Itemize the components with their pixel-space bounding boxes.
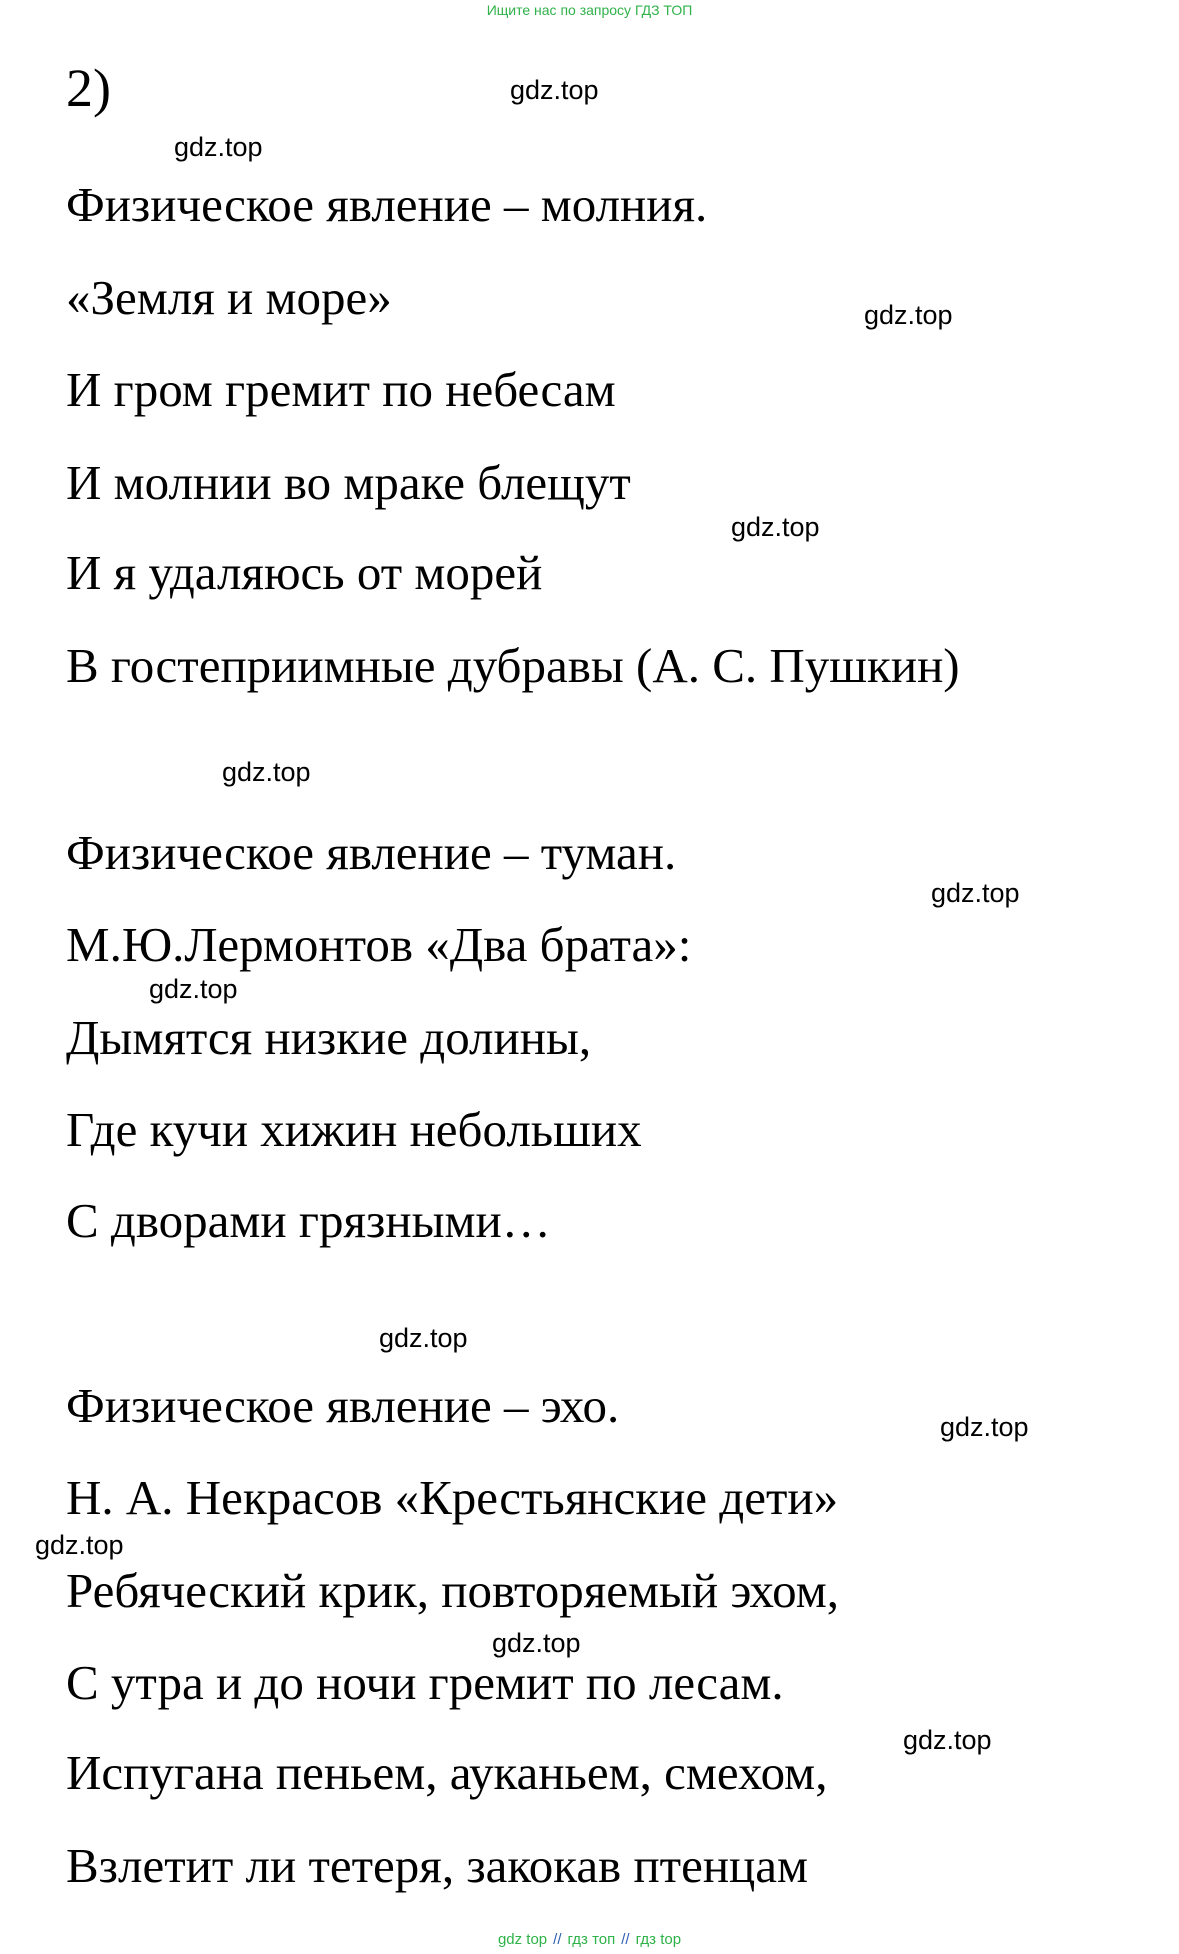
watermark: gdz.top — [35, 1530, 124, 1560]
poem-2-line-2: Где кучи хижин небольших — [66, 1102, 642, 1157]
watermark: gdz.top — [931, 878, 1020, 908]
poem-1-title: «Земля и море» — [66, 270, 392, 325]
section-2-heading: Физическое явление – туман. — [66, 825, 677, 880]
top-banner: Ищите нас по запросу ГДЗ ТОП — [486, 2, 693, 18]
poem-2-title: М.Ю.Лермонтов «Два брата»: — [66, 917, 692, 972]
section-3-heading: Физическое явление – эхо. — [66, 1378, 620, 1433]
footer-separator: // — [621, 1931, 630, 1948]
poem-1-line-3: И я удаляюсь от морей — [66, 545, 543, 600]
watermark: gdz.top — [492, 1628, 581, 1658]
watermark: gdz.top — [903, 1725, 992, 1755]
watermark: gdz.top — [379, 1323, 468, 1353]
watermark: gdz.top — [149, 974, 238, 1004]
watermark: gdz.top — [940, 1412, 1029, 1442]
footer — [0, 1930, 1179, 1950]
poem-1-line-1: И гром гремит по небесам — [66, 362, 616, 417]
footer-separator: // — [553, 1931, 562, 1948]
poem-3-line-3: Испугана пеньем, ауканьем, смехом, — [66, 1745, 828, 1800]
poem-1-line-2: И молнии во мраке блещут — [66, 455, 631, 510]
poem-1-line-4: В гостеприимные дубравы (А. С. Пушкин) — [66, 638, 960, 693]
footer-item-2: гдз топ — [567, 1931, 616, 1948]
footer-item-1: gdz top — [497, 1931, 548, 1948]
poem-2-line-1: Дымятся низкие долины, — [66, 1010, 592, 1065]
poem-3-line-4: Взлетит ли тетеря, закокав птенцам — [66, 1838, 809, 1893]
watermark: gdz.top — [731, 512, 820, 542]
footer-item-3: гдз top — [635, 1931, 682, 1948]
section-1-heading: Физическое явление – молния. — [66, 177, 708, 232]
poem-3-line-2: С утра и до ночи гремит по лесам. — [66, 1655, 784, 1710]
watermark: gdz.top — [174, 132, 263, 162]
watermark: gdz.top — [864, 300, 953, 330]
task-number: 2) — [66, 58, 111, 118]
poem-3-line-1: Ребяческий крик, повторяемый эхом, — [66, 1563, 839, 1618]
poem-3-title: Н. А. Некрасов «Крестьянские дети» — [66, 1470, 839, 1525]
poem-2-line-3: С дворами грязными… — [66, 1193, 551, 1248]
watermark: gdz.top — [222, 757, 311, 787]
watermark: gdz.top — [510, 75, 599, 105]
